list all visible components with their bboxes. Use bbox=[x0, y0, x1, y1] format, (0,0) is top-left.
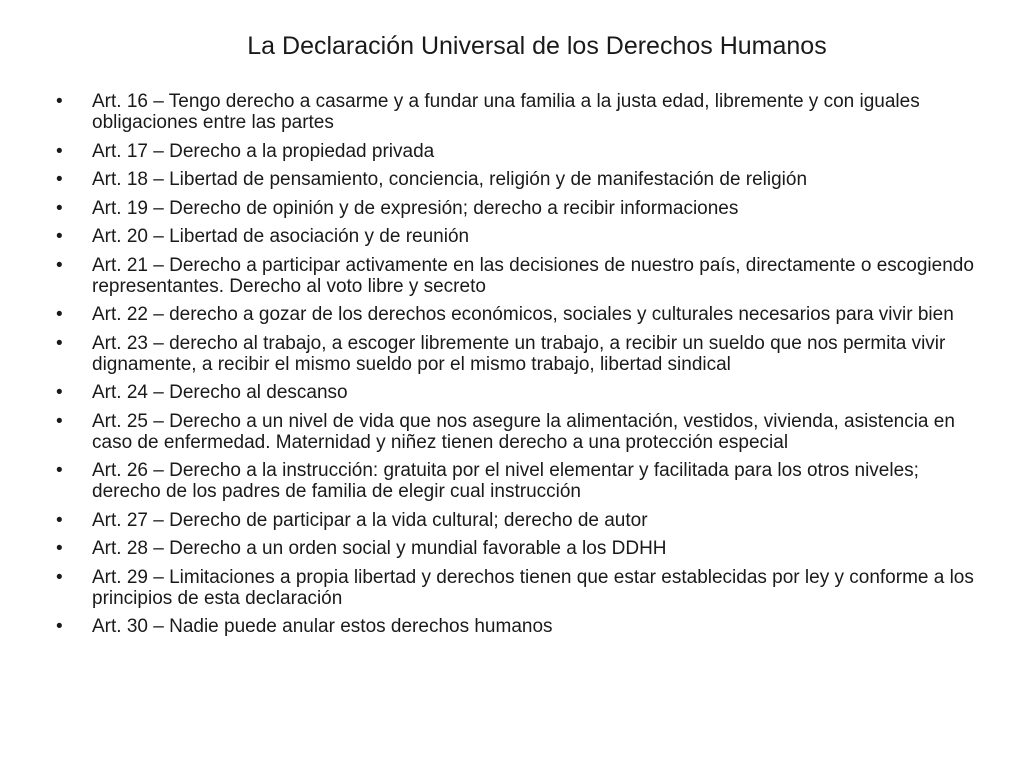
article-text: Art. 29 – Limitaciones a propia libertad y derechos tienen que estar establecidas por ley y conforme a los principios de esta declaración bbox=[92, 566, 974, 609]
article-text: Art. 18 – Libertad de pensamiento, conciencia, religión y de manifestación de religión bbox=[92, 169, 808, 190]
bullet-icon: • bbox=[56, 509, 63, 531]
list-item bbox=[56, 538, 992, 559]
list-item bbox=[56, 460, 992, 502]
articles-list bbox=[56, 91, 992, 645]
list-item bbox=[56, 198, 992, 219]
article-text: Art. 20 – Libertad de asociación y de reunión bbox=[92, 226, 470, 247]
bullet-icon: • bbox=[56, 332, 63, 354]
article-text: Art. 17 – Derecho a la propiedad privada bbox=[92, 140, 435, 162]
list-item bbox=[56, 382, 992, 403]
list-item bbox=[56, 255, 992, 297]
list-item bbox=[56, 226, 992, 247]
article-text: Art. 22 – derecho a gozar de los derechos económicos, sociales y culturales necesarios para vivir bien bbox=[92, 304, 954, 325]
article-text: Art. 25 – Derecho a un nivel de vida que nos asegure la alimentación, vestidos, vivienda, asistencia en caso de enfermedad. Maternidad y niñez tienen derecho a una protección especial bbox=[92, 410, 955, 453]
article-text: Art. 21 – Derecho a participar activamente en las decisiones de nuestro país, directamente o escogiendo representantes. Derecho al voto libre y secreto bbox=[92, 254, 974, 297]
list-item bbox=[56, 411, 992, 453]
list-item bbox=[56, 567, 992, 609]
bullet-icon: • bbox=[56, 254, 63, 276]
bullet-icon: • bbox=[56, 140, 63, 162]
article-text: Art. 23 – derecho al trabajo, a escoger libremente un trabajo, a recibir un sueldo que nos permita vivir dignamente, a recibir el mismo sueldo por el mismo trabajo, libertad sindical bbox=[92, 332, 946, 375]
bullet-icon: • bbox=[56, 382, 63, 403]
bullet-icon: • bbox=[56, 616, 63, 637]
list-item bbox=[56, 616, 992, 637]
bullet-icon: • bbox=[56, 169, 63, 190]
article-text: Art. 27 – Derecho de participar a la vida cultural; derecho de autor bbox=[92, 509, 648, 531]
bullet-icon: • bbox=[56, 91, 63, 112]
article-text: Art. 28 – Derecho a un orden social y mundial favorable a los DDHH bbox=[92, 538, 667, 559]
bullet-icon: • bbox=[56, 226, 63, 247]
article-text: Art. 26 – Derecho a la instrucción: gratuita por el nivel elementar y facilitada para los otros niveles; derecho de los padres de familia de elegir cual instrucción bbox=[92, 460, 919, 502]
article-text: Art. 19 – Derecho de opinión y de expresión; derecho a recibir informaciones bbox=[92, 197, 739, 219]
bullet-icon: • bbox=[56, 566, 63, 588]
list-item bbox=[56, 510, 992, 531]
bullet-icon: • bbox=[56, 304, 63, 325]
list-item bbox=[56, 91, 992, 133]
list-item bbox=[56, 304, 992, 325]
bullet-icon: • bbox=[56, 460, 63, 481]
list-item bbox=[56, 333, 992, 375]
bullet-icon: • bbox=[56, 197, 63, 219]
bullet-icon: • bbox=[56, 410, 63, 432]
slide-title: La Declaración Universal de los Derechos Humanos bbox=[247, 32, 827, 60]
bullet-icon: • bbox=[56, 538, 63, 559]
article-text: Art. 24 – Derecho al descanso bbox=[92, 382, 348, 403]
list-item bbox=[56, 169, 992, 190]
article-text: Art. 16 – Tengo derecho a casarme y a fundar una familia a la justa edad, libremente y con iguales obligaciones entre las partes bbox=[92, 91, 920, 133]
article-text: Art. 30 – Nadie puede anular estos derechos humanos bbox=[92, 616, 553, 637]
list-item bbox=[56, 141, 992, 162]
